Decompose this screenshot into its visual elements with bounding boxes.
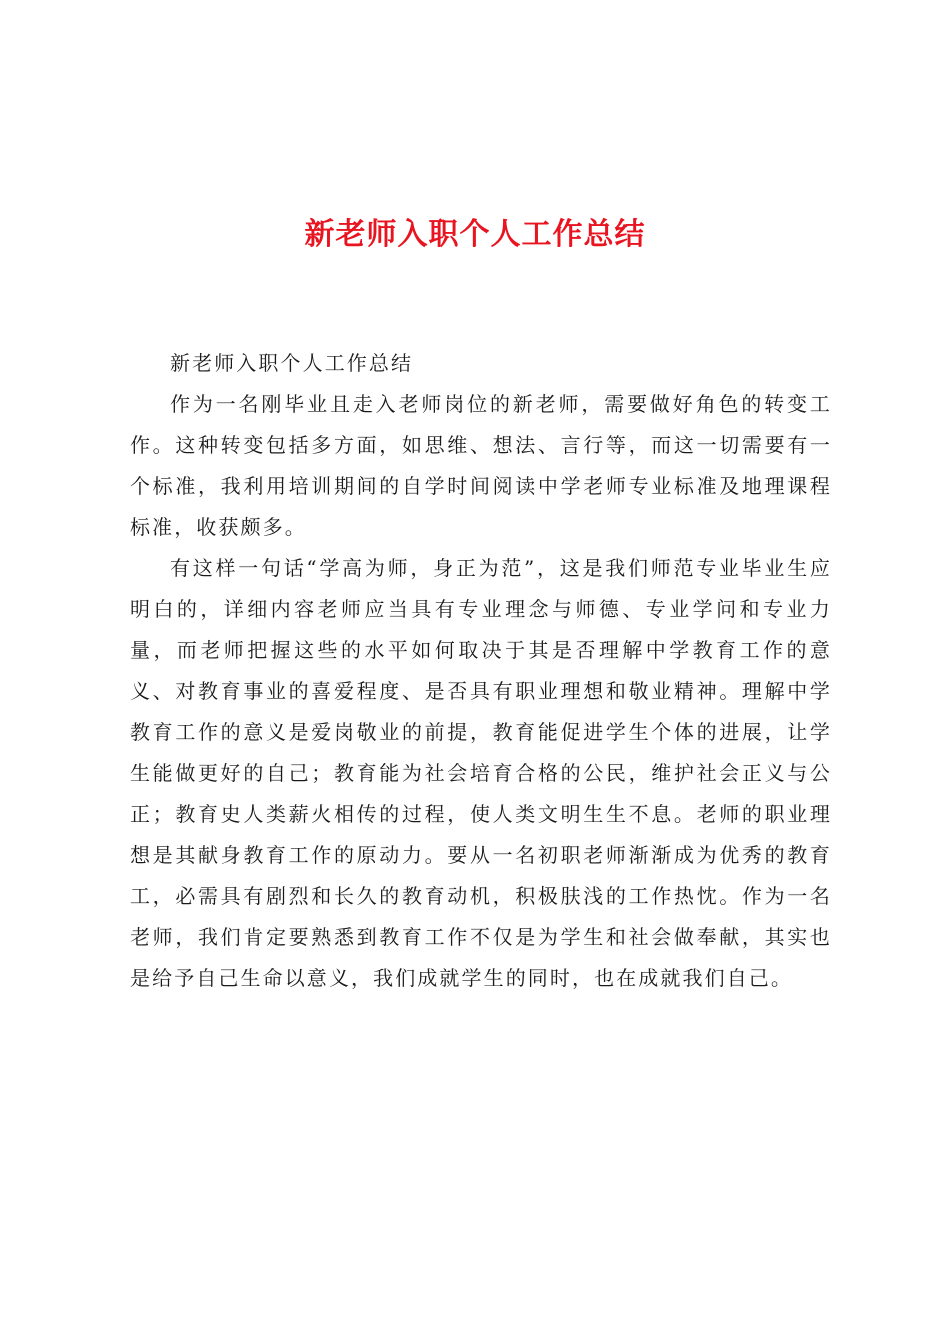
document-title: 新老师入职个人工作总结: [304, 217, 646, 252]
paragraph-main: 有这样一句话“学高为师，身正为范”，这是我们师范专业毕业生应明白的，详细内容老师应当具有专业理念与师德、专业学问和专业力量，而老师把握这些的水平如何取决于其是否理解中学教育工作的意义、对教育事业的喜爱程度、是否具有职业理想和敬业精神。理解中学教育工作的意义是爱岗敬业的前提，教育能促进学生个体的进展，让学生能做更好的自己；教育能为社会培育合格的公民，维护社会正义与公正；教育史人类薪火相传的过程，使人类文明生生不息。老师的职业理想是其献身教育工作的原动力。要从一名初职老师渐渐成为优秀的教育工，必需具有剧烈和长久的教育动机，积极肤浅的工作热忱。作为一名老师，我们肯定要熟悉到教育工作不仅是为学生和社会做奉献，其实也是给予自己生命以意义，我们成就学生的同时，也在成就我们自己。: [130, 556, 832, 990]
document-body: [130, 343, 832, 999]
paragraph-subtitle: 新老师入职个人工作总结: [170, 351, 414, 375]
paragraph-intro: 作为一名刚毕业且走入老师岗位的新老师，需要做好角色的转变工作。这种转变包括多方面，如思维、想法、言行等，而这一切需要有一个标准，我利用培训期间的自学时间阅读中学老师专业标准及地理课程标准，收获颇多。: [130, 392, 832, 539]
